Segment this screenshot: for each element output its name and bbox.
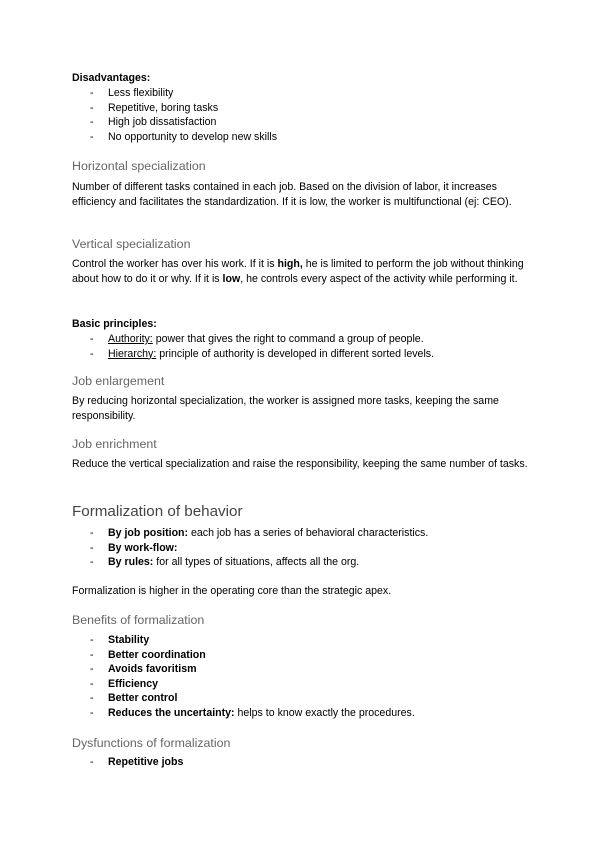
list-item: [72, 130, 532, 145]
formalization-section: [72, 526, 532, 570]
job-enlargement-section: [72, 394, 532, 424]
horizontal-heading: Horizontal specialization: [72, 159, 206, 173]
job-enlargement-text: By reducing horizontal specialization, the worker is assigned more tasks, keeping the same responsibility.: [72, 395, 499, 422]
list-marker: -: [90, 677, 94, 690]
list-item: [72, 332, 532, 347]
formalization-heading: Formalization of behavior: [72, 503, 243, 520]
disadvantages-list: [72, 86, 532, 144]
basic-principles-heading: Basic principles:: [72, 318, 157, 330]
list-item-term: By job position:: [108, 527, 189, 539]
list-item-term: By rules:: [108, 556, 154, 569]
list-item-term: Better control: [108, 692, 178, 705]
list-item: [72, 555, 532, 570]
list-item: [72, 755, 532, 770]
list-item: [72, 662, 532, 677]
list-marker: -: [90, 663, 94, 676]
list-item-term: Authority:: [108, 333, 153, 345]
list-item: [72, 541, 532, 556]
vertical-text: [72, 257, 532, 287]
vertical-text-part: he is limited to perform the job without thinking about how to do it or why. If it is: [72, 258, 524, 285]
job-enrichment-text: Reduce the vertical specialization and raise the responsibility, keeping the same number of tasks.: [72, 458, 528, 470]
list-marker: -: [90, 634, 94, 646]
list-item: [72, 86, 532, 101]
list-marker: -: [90, 130, 94, 143]
vertical-section: [72, 257, 532, 287]
list-marker: -: [90, 101, 94, 114]
list-marker: -: [90, 692, 94, 705]
list-item-term: Avoids favoritism: [108, 663, 197, 676]
job-enrichment-heading: Job enrichment: [72, 437, 157, 451]
list-item-term: Hierarchy:: [108, 347, 157, 360]
list-marker: -: [90, 648, 94, 661]
list-marker: -: [90, 347, 94, 360]
list-marker: -: [90, 527, 94, 539]
list-marker: -: [90, 756, 94, 768]
list-item-text: Repetitive, boring tasks: [108, 101, 219, 114]
list-item-term: By work-flow:: [108, 541, 178, 554]
list-item-term: Repetitive jobs: [108, 756, 184, 768]
vertical-text-part: Control the worker has over his work. If it is: [72, 258, 278, 270]
list-marker: -: [90, 87, 94, 99]
vertical-high-term: high,: [277, 258, 303, 270]
benefits-list: [72, 633, 532, 721]
list-item: [72, 101, 532, 116]
list-item: [72, 706, 532, 721]
basic-principles-list: [72, 332, 532, 361]
formalization-note-section: [72, 584, 532, 599]
list-item-text: power that gives the right to command a group of people.: [152, 333, 424, 345]
list-item: [72, 691, 532, 706]
list-item-term: Efficiency: [108, 677, 159, 690]
vertical-text-part: , he controls every aspect of the activity while performing it.: [240, 273, 518, 285]
list-marker: -: [90, 541, 94, 554]
list-item: [72, 115, 532, 130]
list-item: [72, 648, 532, 663]
dysfunctions-section: [72, 755, 532, 770]
list-item-text: No opportunity to develop new skills: [108, 130, 278, 143]
list-marker: -: [90, 706, 94, 719]
vertical-low-term: low: [222, 273, 241, 285]
basic-principles-section: [72, 317, 532, 361]
horizontal-section: [72, 180, 532, 210]
list-item-text: High job dissatisfaction: [108, 116, 217, 129]
list-item: [72, 633, 532, 648]
list-marker: -: [90, 333, 94, 345]
dysfunctions-list: [72, 755, 532, 770]
disadvantages-heading: Disadvantages:: [72, 72, 151, 84]
list-item-term: Reduces the uncertainty:: [108, 706, 235, 719]
list-item-term: Stability: [108, 634, 150, 646]
list-item: [72, 526, 532, 541]
benefits-section: [72, 633, 532, 721]
job-enlargement-heading: Job enlargement: [72, 374, 165, 388]
list-marker: -: [90, 116, 94, 129]
list-item: [72, 347, 532, 362]
list-item-text: each job has a series of behavioral characteristics.: [188, 527, 429, 539]
job-enrichment-section: [72, 457, 532, 472]
list-item-text: Less flexibility: [108, 87, 174, 99]
list-marker: -: [90, 556, 94, 569]
formalization-list: [72, 526, 532, 570]
benefits-heading: Benefits of formalization: [72, 613, 205, 627]
disadvantages-section: [72, 71, 532, 144]
formalization-note: Formalization is higher in the operating core than the strategic apex.: [72, 585, 392, 597]
list-item-term: Better coordination: [108, 648, 206, 661]
list-item-text: for all types of situations, affects all the org.: [153, 556, 360, 569]
list-item-text: helps to know exactly the procedures.: [234, 706, 415, 719]
dysfunctions-heading: Dysfunctions of formalization: [72, 736, 231, 750]
list-item-text: principle of authority is developed in different sorted levels.: [156, 347, 435, 360]
vertical-heading: Vertical specialization: [72, 237, 191, 251]
horizontal-text: Number of different tasks contained in each job. Based on the division of labor, it increases efficiency and facilitates the standardization. If it is low, the worker is multifunctional (ej: CEO).: [72, 181, 512, 208]
list-item: [72, 677, 532, 692]
